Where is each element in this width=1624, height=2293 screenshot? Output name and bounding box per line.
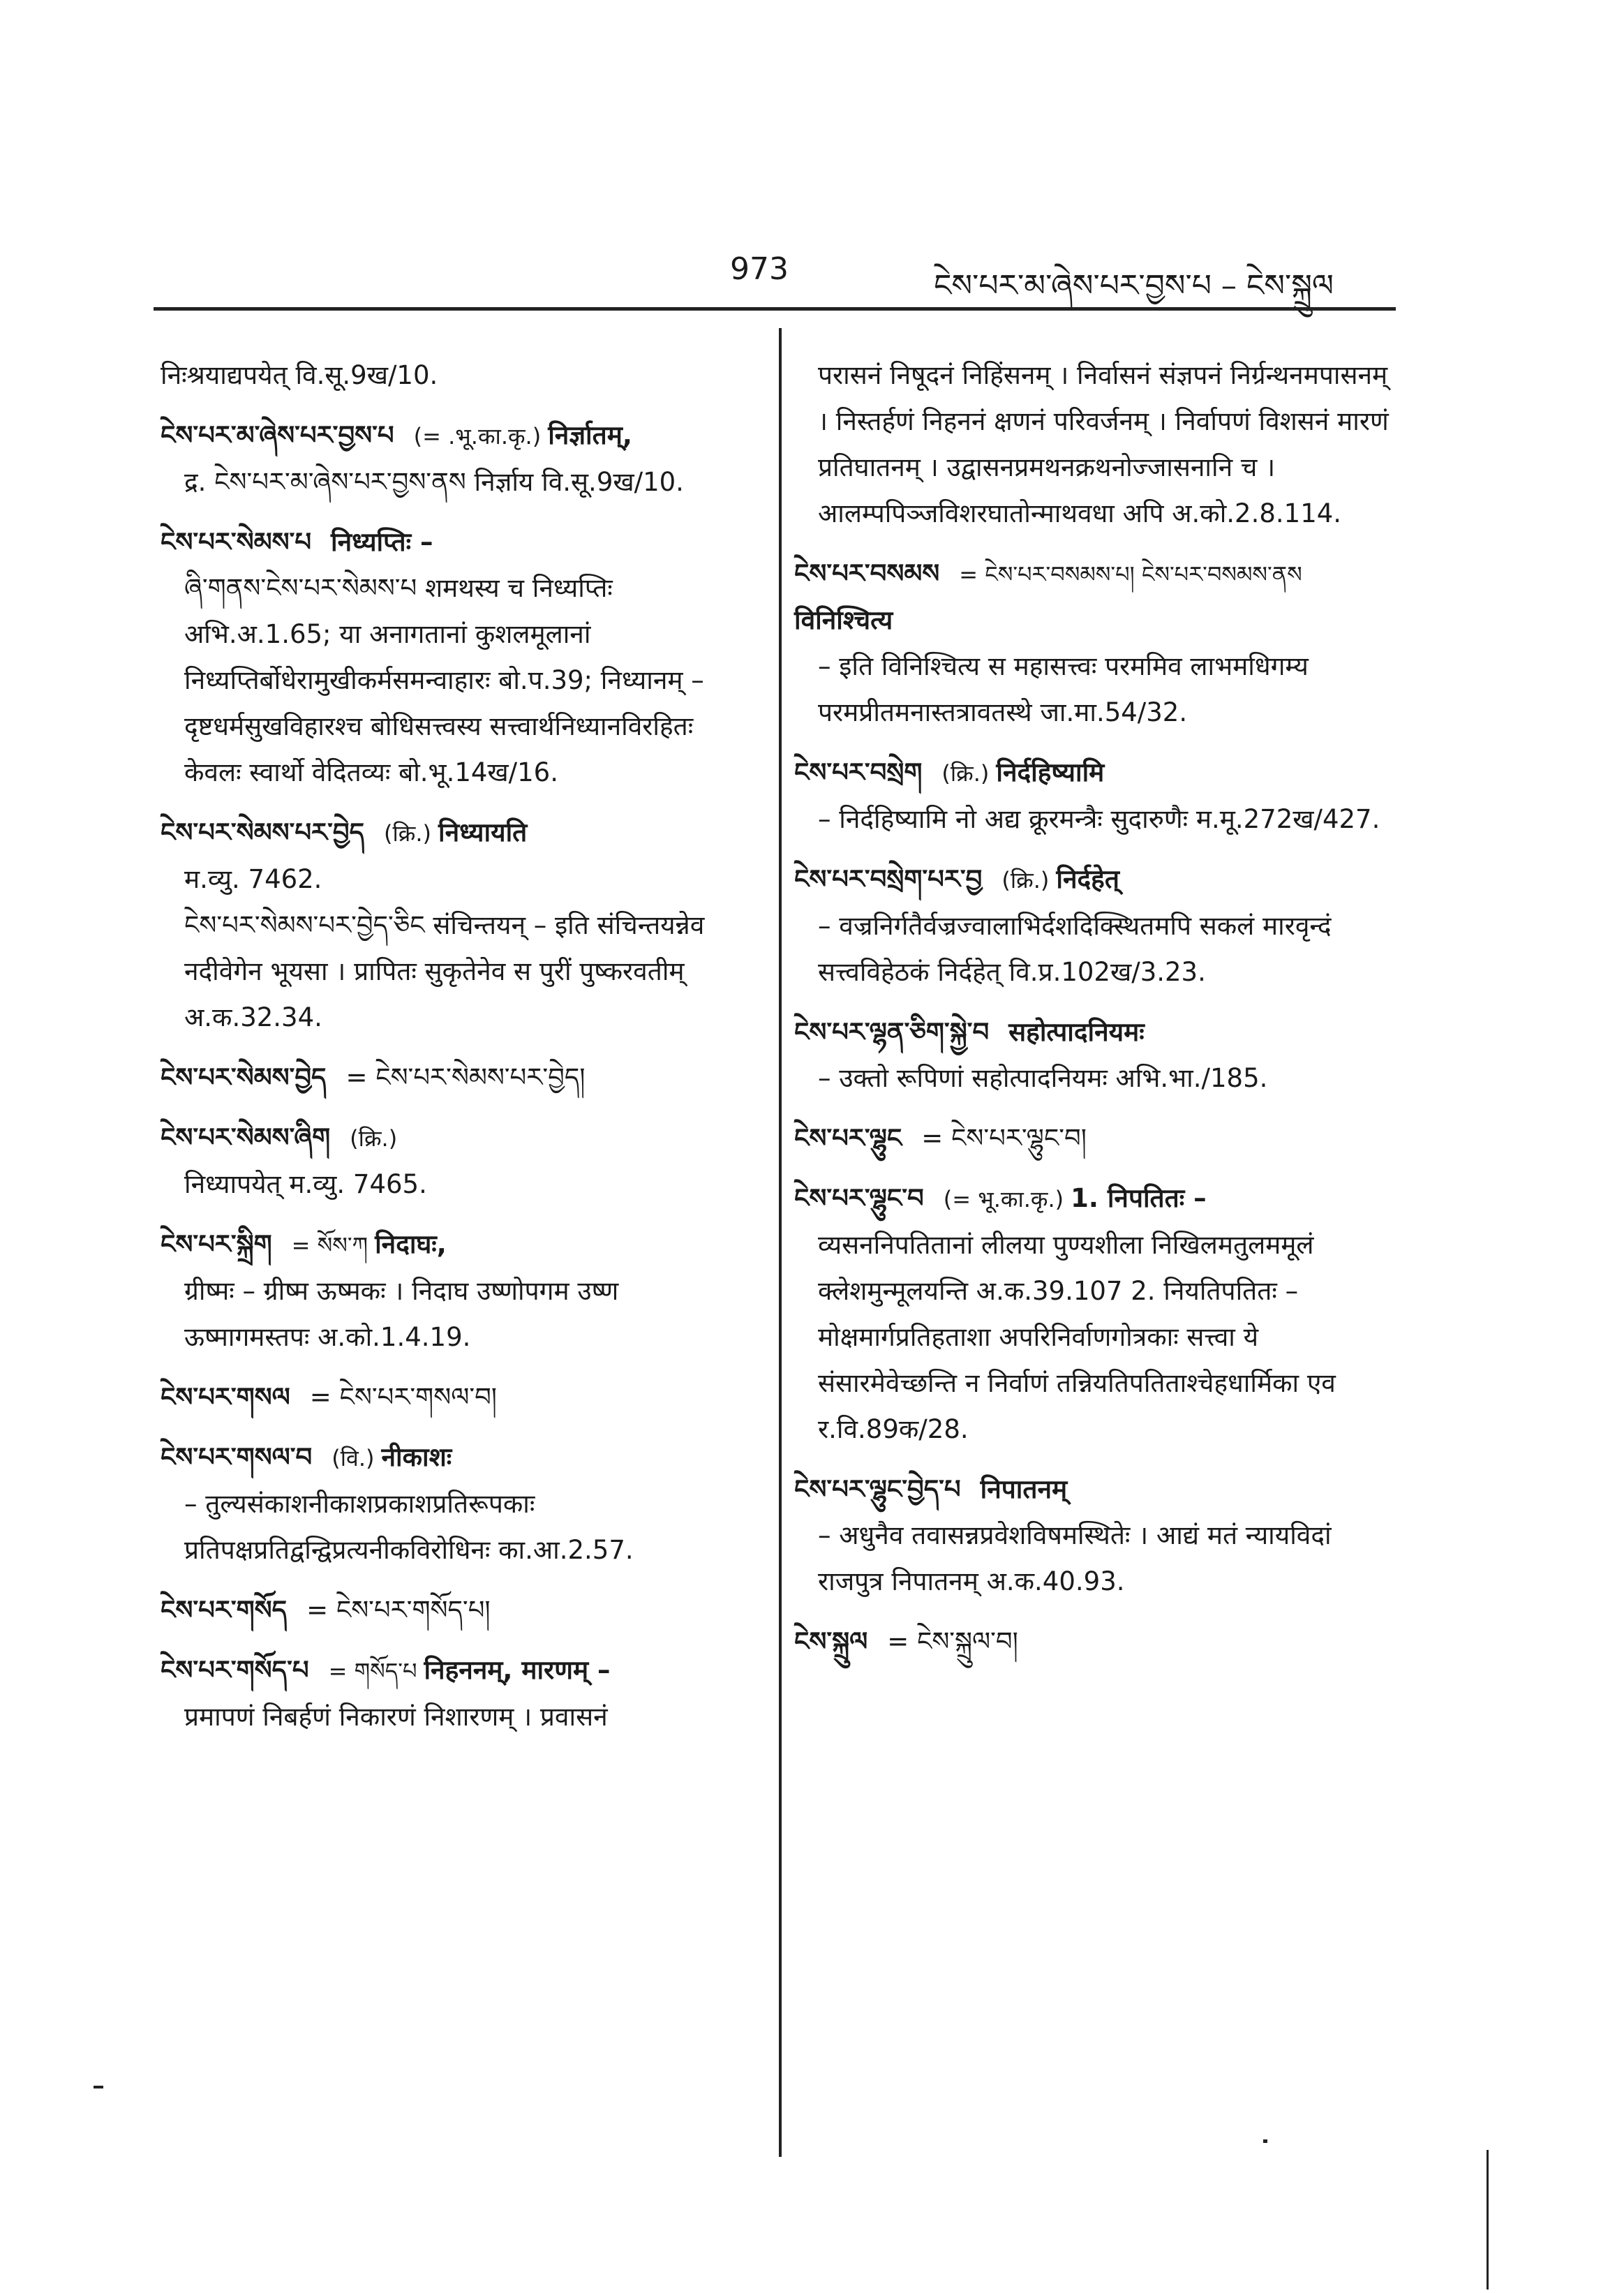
dictionary-entry bbox=[794, 1467, 1394, 1605]
sanskrit-equivalent: निर्दहेत् bbox=[1056, 864, 1119, 894]
tibetan-headword: ངེས་པར་སེམས་ཞིག bbox=[161, 1122, 331, 1152]
entry-body: निध्यापयेत् म.व्यु. 7465. bbox=[184, 1169, 427, 1199]
tibetan-headword: ངེས་པར་གསལ་བ bbox=[161, 1442, 313, 1472]
tibetan-headword: ངེས་པར་གསོད་པ bbox=[161, 1655, 309, 1685]
cross-reference: = ངེས་པར་སེམས་པར་བྱེད། bbox=[345, 1062, 586, 1092]
tibetan-headword: ངེས་པར་མ་ཞེས་པར་བྱས་པ bbox=[161, 420, 394, 450]
dictionary-entry bbox=[161, 1587, 733, 1633]
entry-body: ग्रीष्मः – ग्रीष्म ऊष्मकः । निदाघ उष्णोपगम उष्ण ऊष्मागमस्तपः अ.को.1.4.19. bbox=[184, 1276, 619, 1352]
sanskrit-equivalent: निर्दहिष्यामि bbox=[996, 757, 1105, 787]
scan-mark bbox=[1487, 2150, 1489, 2290]
sanskrit-equivalent: निपातनम् bbox=[980, 1474, 1068, 1504]
grammar-note: = གསོད་པ bbox=[328, 1658, 417, 1684]
tibetan-headword: ངེས་པར་སེམས་པར་བྱེད bbox=[161, 817, 365, 847]
tibetan-headword: ངེས་པར་ལྷན་ཅིག་སྐྱེ་བ bbox=[794, 1017, 990, 1047]
dictionary-entry bbox=[161, 1374, 733, 1420]
dictionary-entry bbox=[161, 1115, 733, 1208]
dictionary-entry bbox=[794, 551, 1394, 736]
sanskrit-equivalent: निध्यायति bbox=[438, 817, 528, 847]
grammar-note: = ངེས་པར་བསམས་པ། ངེས་པར་བསམས་ནས bbox=[959, 561, 1302, 588]
dictionary-entry bbox=[161, 353, 733, 399]
entry-body: प्रमापणं निबर्हणं निकारणं निशारणम् । प्रवासनं bbox=[184, 1702, 608, 1732]
tibetan-headword: ངེས་པར་ལྷུང་བྱེད་པ bbox=[794, 1474, 961, 1504]
header-rule bbox=[154, 307, 1396, 311]
dictionary-entry bbox=[161, 519, 733, 796]
tibetan-headword: ངེས་པར་སེམས་བྱེད bbox=[161, 1062, 327, 1092]
grammar-note: (= .भू.का.कृ.) bbox=[413, 423, 542, 450]
grammar-note: (क्रि.) bbox=[941, 760, 990, 787]
scan-mark bbox=[94, 2086, 103, 2088]
entry-body: – निर्दहिष्यामि नो अद्य क्रूरमन्त्रैः सुदारुणैः म.मू.272ख/427. bbox=[818, 804, 1380, 834]
sanskrit-equivalent: सहोत्पादनियमः bbox=[1008, 1017, 1145, 1047]
dictionary-entry bbox=[161, 1222, 733, 1360]
dictionary-entry bbox=[161, 413, 733, 505]
tibetan-headword: ངེས་པར་སེམས་པ bbox=[161, 527, 312, 557]
dictionary-entry bbox=[794, 1009, 1394, 1101]
grammar-note: = སོས་ཀ bbox=[291, 1232, 368, 1259]
cross-reference: = ངེས་པར་གསོད་པ། bbox=[306, 1595, 491, 1625]
tibetan-headword: ངེས་པར་གསལ bbox=[161, 1382, 290, 1412]
grammar-note: (वि.) bbox=[331, 1445, 375, 1471]
tibetan-headword: ངེས་པར་བསམས bbox=[794, 558, 940, 588]
dictionary-entry bbox=[794, 1175, 1394, 1453]
sanskrit-equivalent: निदाघः, bbox=[375, 1229, 447, 1259]
dictionary-entry bbox=[794, 1619, 1394, 1665]
grammar-note: (क्रि.) bbox=[1001, 867, 1050, 893]
grammar-note: (क्रि.) bbox=[350, 1125, 398, 1152]
dictionary-entry bbox=[794, 1115, 1394, 1162]
scan-mark bbox=[1263, 2139, 1267, 2143]
sanskrit-equivalent: नीकाशः bbox=[381, 1442, 452, 1472]
dictionary-entry bbox=[161, 1434, 733, 1573]
tibetan-headword: ངེས་པར་བསྲེག bbox=[794, 757, 923, 787]
tibetan-headword: ངེས་སྐྲུལ bbox=[794, 1626, 868, 1656]
dictionary-entry bbox=[794, 353, 1394, 537]
entry-body: म.व्यु. 7462. bbox=[184, 864, 322, 894]
tibetan-headword: ངེས་པར་གསོད bbox=[161, 1595, 288, 1625]
sanskrit-equivalent: निहननम्, मारणम् – bbox=[424, 1655, 611, 1685]
sanskrit-equivalent: निर्ज्ञातम्, bbox=[548, 420, 632, 450]
dictionary-entry bbox=[794, 856, 1394, 995]
right-column bbox=[794, 353, 1394, 1679]
dictionary-entry bbox=[794, 750, 1394, 843]
tibetan-headword: ངེས་པར་ལྷུང bbox=[794, 1123, 902, 1153]
entry-body: – तुल्यसंकाशनीकाशप्रकाशप्रतिरूपकाः प्रतिपक्षप्रतिद्वन्द्विप्रत्यनीकविरोधिनः का.आ.2.57. bbox=[184, 1489, 634, 1565]
cross-reference: = ངེས་པར་ལྷུང་བ། bbox=[921, 1123, 1087, 1153]
tibetan-headword: ངེས་པར་ལྷུང་བ bbox=[794, 1183, 924, 1213]
running-head: ངེས་པར་མ་ཞེས་པར་བྱས་པ – ངེས་སྐྲུལ bbox=[934, 268, 1334, 304]
tibetan-headword: ངེས་པར་སྐྲིག bbox=[161, 1229, 272, 1259]
dictionary-entry bbox=[161, 810, 733, 1041]
entry-body: द्र. ངེས་པར་མ་ཞེས་པར་བྱས་ནས निर्ज्ञाय वि.सू.9ख/10. bbox=[184, 467, 684, 497]
entry-continuation: निःश्रयाद्यपयेत् वि.सू.9ख/10. bbox=[161, 360, 438, 390]
entry-body: – इति विनिश्चित्य स महासत्त्वः परममिव लाभमधिगम्य परमप्रीतमनास्तत्रावतस्थे जा.मा.54/32. bbox=[818, 651, 1309, 727]
sanskrit-equivalent: 1. निपतितः – bbox=[1071, 1183, 1207, 1213]
grammar-note: (= भू.का.कृ.) bbox=[943, 1186, 1064, 1212]
entry-body: – उक्तो रूपिणां सहोत्पादनियमः अभि.भा./185. bbox=[818, 1063, 1268, 1093]
entry-body: व्यसननिपतितानां लीलया पुण्यशीला निखिलमतुलममूलं क्लेशमुन्मूलयन्ति अ.क.39.107 2. नियतिपतितः – मोक्षमार्गप्रतिहताशा अपरिनिर्वाणगोत्रकाः सत्त्वा ये संसारमेवेच्छन्ति न निर्वाणं तन्नियतिपतिताश्चेहधार्मिका एव र.वि.89क/28. bbox=[818, 1230, 1336, 1444]
sub-entry: ངེས་པར་སེམས་པར་བྱེད་ཅིང संचिन्तयन् – इति संचिन्तयन्नेव नदीवेगेन भूयसा । प्रापितः सुकृतेनेव स पुरीं पुष्करवतीम् अ.क.32.34. bbox=[184, 910, 705, 1032]
page-number: 973 bbox=[730, 251, 789, 287]
sanskrit-equivalent: विनिश्चित्य bbox=[794, 605, 893, 635]
tibetan-headword: ངེས་པར་བསྲེག་པར་བྱ bbox=[794, 864, 983, 894]
entry-body: – वज्रनिर्गतैर्वज्रज्वालाभिर्दशदिक्स्थितमपि सकलं मारवृन्दं सत्त्वविहेठकं निर्दहेत् वि.प्र.102ख/3.23. bbox=[818, 911, 1332, 987]
left-column bbox=[161, 353, 733, 1754]
dictionary-entry bbox=[161, 1647, 733, 1740]
cross-reference: = ངེས་པར་གསལ་བ། bbox=[309, 1382, 498, 1412]
grammar-note: (क्रि.) bbox=[384, 820, 432, 847]
cross-reference: = ངེས་སྐྲུལ་བ། bbox=[887, 1626, 1018, 1656]
sanskrit-equivalent: निध्यप्तिः – bbox=[331, 527, 433, 557]
entry-continuation: परासनं निषूदनं निहिंसनम् । निर्वासनं संज्ञपनं निर्ग्रन्थनमपासनम् । निस्तर्हणं निहननं क्षणनं परिवर्जनम् । निर्वापणं विशसनं मारणं प्रतिघातनम् । उद्वासनप्रमथनक्रथनोज्जासनानि च । आलम्पपिञ्जविशरघातोन्माथवधा अपि अ.को.2.8.114. bbox=[818, 360, 1389, 528]
entry-body: – अधुनैव तवासन्नप्रवेशविषमस्थितेः । आद्यं मतं न्यायविदां राजपुत्र निपातनम् अ.क.40.93. bbox=[818, 1520, 1332, 1596]
column-divider bbox=[779, 328, 782, 2157]
entry-body: ཞི་གནས་ངེས་པར་སེམས་པ शमथस्य च निध्यप्तिः अभि.अ.1.65; या अनागतानां कुशलमूलानां निध्यप्तिर्बोधेरामुखीकर्मसमन्वाहारः बो.प.39; निध्यानम् – दृष्टधर्मसुखविहारश्च बोधिसत्त्वस्य सत्त्वार्थनिध्यानविरहितः केवलः स्वार्थो वेदितव्यः बो.भू.14ख/16. bbox=[184, 573, 704, 787]
dictionary-entry bbox=[161, 1055, 733, 1101]
